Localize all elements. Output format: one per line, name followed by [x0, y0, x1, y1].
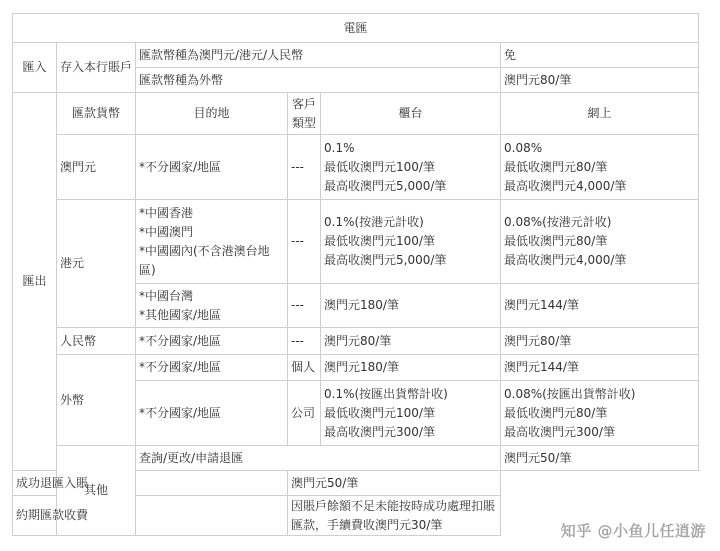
counter-fee — [321, 381, 501, 446]
destination: *不分國家/地區 — [136, 355, 288, 381]
fee-line: 0.1%(按匯出貨幣計收) — [324, 386, 448, 401]
fee-line: 最低收澳門元100/筆 — [324, 405, 435, 420]
fee-line: 最低收澳門元80/筆 — [504, 405, 608, 420]
online-fee — [501, 381, 699, 446]
fee-line: 0.08%(按港元計收) — [504, 215, 612, 229]
currency-rmb: 人民幣 — [57, 328, 136, 355]
customer-type: --- — [288, 284, 321, 328]
remittance-fee-table — [12, 13, 699, 536]
counter-fee: 澳門元180/筆 — [321, 284, 501, 328]
fee-line: 最低收澳門元80/筆 — [504, 159, 608, 174]
online-fee: 澳門元144/筆 — [501, 355, 699, 381]
fee-line: 最高收澳門元5,000/筆 — [324, 178, 447, 193]
fee-line: 0.1% — [324, 140, 355, 155]
online-fee — [501, 135, 699, 200]
destination — [136, 284, 288, 328]
counter-fee: 澳門元180/筆 — [321, 355, 501, 381]
inbound-condition: 匯款幣種為澳門元/港元/人民幣 — [136, 43, 501, 68]
header-counter: 櫃台 — [321, 93, 501, 135]
customer-type: --- — [288, 200, 321, 284]
inbound-condition: 匯款幣種為外幣 — [136, 68, 501, 93]
destination-line: *其他國家/地區 — [139, 307, 222, 322]
header-currency: 匯款貨幣 — [57, 93, 136, 135]
currency-mop: 澳門元 — [57, 135, 136, 200]
online-fee — [501, 200, 699, 284]
fee-line: 最低收澳門元80/筆 — [504, 234, 608, 248]
inbound-section-label: 匯入 — [13, 43, 57, 93]
counter-fee: 澳門元80/筆 — [321, 328, 501, 355]
destination: *不分國家/地區 — [136, 328, 288, 355]
fee-line: 最高收澳門元300/筆 — [324, 424, 435, 439]
header-customer-type: 客戶類型 — [288, 93, 321, 135]
destination-line: *中國香港 — [139, 205, 194, 220]
outbound-section-label: 匯出 — [13, 93, 57, 471]
counter-fee — [321, 200, 501, 284]
currency-foreign: 外幣 — [57, 355, 136, 446]
currency-hkd: 港元 — [57, 200, 136, 328]
other-section-label: 其他 — [57, 446, 136, 536]
table-title: 電匯 — [13, 14, 699, 43]
destination: *不分國家/地區 — [136, 135, 288, 200]
other-item: 查詢/更改/申請退匯 — [136, 446, 501, 471]
other-fee: 澳門元50/筆 — [501, 446, 699, 471]
counter-fee — [321, 135, 501, 200]
inbound-fee: 澳門元80/筆 — [501, 68, 699, 93]
fee-line: 最低收澳門元100/筆 — [324, 159, 435, 174]
other-item: 約期匯款收費 — [13, 496, 288, 536]
fee-line: 0.1%(按港元計收) — [324, 215, 424, 229]
other-item: 成功退匯入賬 — [13, 471, 288, 496]
fee-line: 最低收澳門元100/筆 — [324, 234, 435, 248]
header-destination: 目的地 — [136, 93, 288, 135]
destination-line: *中國台灣 — [139, 288, 194, 303]
fee-line: 最高收澳門元300/筆 — [504, 424, 615, 439]
header-online: 網上 — [501, 93, 699, 135]
customer-type: --- — [288, 328, 321, 355]
destination — [136, 200, 288, 284]
fee-line: 最高收澳門元4,000/筆 — [504, 178, 627, 193]
other-fee: 澳門元50/筆 — [288, 471, 501, 496]
destination: *不分國家/地區 — [136, 381, 288, 446]
fee-line: 0.08%(按匯出貨幣計收) — [504, 386, 636, 401]
other-fee: 因賬戶餘額不足未能按時成功處理扣賬匯款，手續費收澳門元30/筆 — [288, 496, 501, 536]
watermark — [561, 520, 706, 541]
customer-type: --- — [288, 135, 321, 200]
fee-line: 最高收澳門元4,000/筆 — [504, 253, 627, 267]
fee-line: 0.08% — [504, 140, 543, 155]
destination-line: *中國澳門 — [139, 224, 194, 239]
fee-line: 最高收澳門元5,000/筆 — [324, 253, 447, 267]
watermark-text: 知乎 @小鱼儿任逍游 — [560, 522, 706, 540]
inbound-fee: 免 — [501, 43, 699, 68]
customer-type: 公司 — [288, 381, 321, 446]
destination-line: *中國國內(不含港澳台地區) — [139, 243, 270, 277]
customer-type: 個人 — [288, 355, 321, 381]
inbound-account-label: 存入本行賬戶 — [57, 43, 136, 93]
online-fee: 澳門元80/筆 — [501, 328, 699, 355]
online-fee: 澳門元144/筆 — [501, 284, 699, 328]
